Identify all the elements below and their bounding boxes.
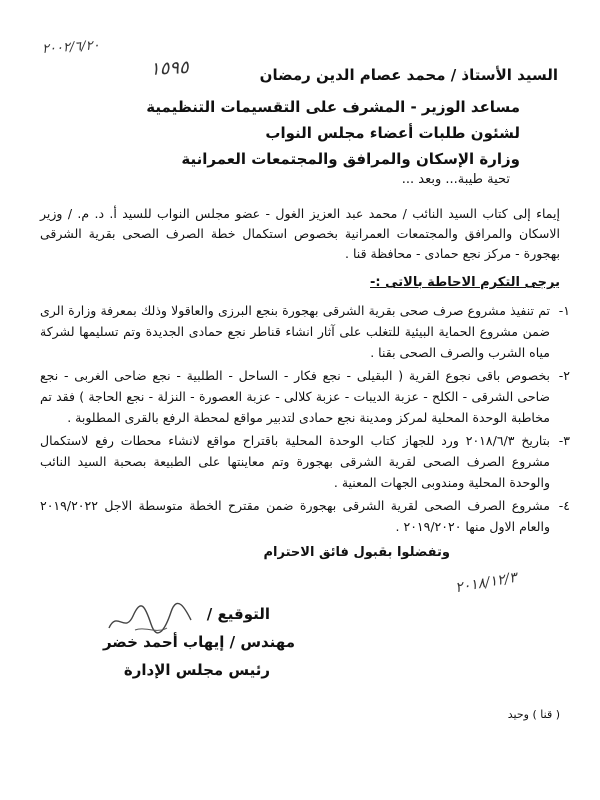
request-heading: يرجى التكرم الاحاطة بالاتى :- — [370, 275, 560, 290]
handwritten-number-top: ١٥٩٥ — [149, 57, 190, 80]
signatory-title: رئيس مجلس الإدارة — [123, 661, 270, 679]
list-item-number: ١- — [558, 303, 570, 318]
list-item — [40, 365, 570, 428]
points-list — [40, 300, 570, 539]
footer-reference: ( قنا ) وحيد — [507, 708, 560, 721]
list-item — [40, 300, 570, 363]
greeting: تحية طيبة... وبعد ... — [401, 172, 510, 187]
list-item-text: بخصوص باقى نجوع القرية ( البقيلى - نجع فكار - الساحل - الطلبية - نجع ضاحى الغربى - نجع ضاحى الشرقى - الكلح - عزبة الديبات - عزبة كلالى - عزبة العصورة - النزلة - نجع الحاجة ) فقد تم مخاطبة الوحدة المحلية لمركز ومدينة نجع حمادى لتدبير مواقع لمحطة الرفع بالقرى المطلوبة . — [40, 368, 550, 425]
intro-paragraph: إيماء إلى كتاب السيد النائب / محمد عبد العزيز الغول - عضو مجلس النواب للسيد أ. د. م. / وزير الاسكان والمرافق والمجتمعات العمرانية بخصوص استكمال خطة الصرف الصحى بقرية الشرقى بهجورة - مركز نجع حمادى - محافظة قنا . — [40, 206, 560, 261]
addressee-title-line-1: مساعد الوزير - المشرف على التقسيمات التنظيمية — [146, 98, 520, 116]
addressee-title-line-2: لشئون طلبات أعضاء مجلس النواب — [265, 124, 520, 142]
list-item-text: مشروع الصرف الصحى لقرية الشرقى بهجورة ضمن مقترح الخطة متوسطة الاجل ٢٠١٩/٢٠٢٢ والعام الاول منها ٢٠١٩/٢٠٢٠ . — [40, 498, 550, 534]
handwritten-date-top-left: ٢٠٠٢/٦/٢٠ — [41, 38, 101, 57]
list-item-text: بتاريخ ٢٠١٨/٦/٣ ورد للجهاز كتاب الوحدة المحلية باقتراح مواقع لانشاء محطات رفع لاستكمال مشروع الصرف الصحى لقرية الشرقى بهجورة وتم معاينتها على الطبيعة بصحبة السيد النائب والوحدة المحلية ومندوبى الجهات المعنية . — [40, 433, 550, 490]
list-item-number: ٢- — [558, 368, 570, 383]
signatory-name: مهندس / إيهاب أحمد خضر — [102, 633, 295, 651]
list-item-number: ٤- — [558, 498, 570, 513]
addressee-line: السيد الأستاذ / محمد عصام الدين رمضان — [259, 66, 558, 84]
list-item — [40, 495, 570, 537]
list-item — [40, 430, 570, 493]
addressee-title-line-3: وزارة الإسكان والمرافق والمجتمعات العمرانية — [181, 150, 520, 168]
list-item-text: تم تنفيذ مشروع صرف صحى بقرية الشرقى بهجورة بنجع البرزى والعاقولا وذلك بمعرفة وزارة الرى ضمن مشروع الحماية البيئية للتغلب على آثار انشاء قناطر نجع حمادى الجديدة وتم تسليمها لشركة مياه الشرب والصرف الصحى بقنا . — [40, 303, 550, 360]
list-item-number: ٣- — [558, 433, 570, 448]
signature-label: التوقيع / — [206, 605, 270, 623]
handwritten-date-right: ٢٠١٨/١٢/٣ — [454, 569, 518, 597]
closing-line: وتفضلوا بقبول فائق الاحترام — [263, 545, 450, 560]
